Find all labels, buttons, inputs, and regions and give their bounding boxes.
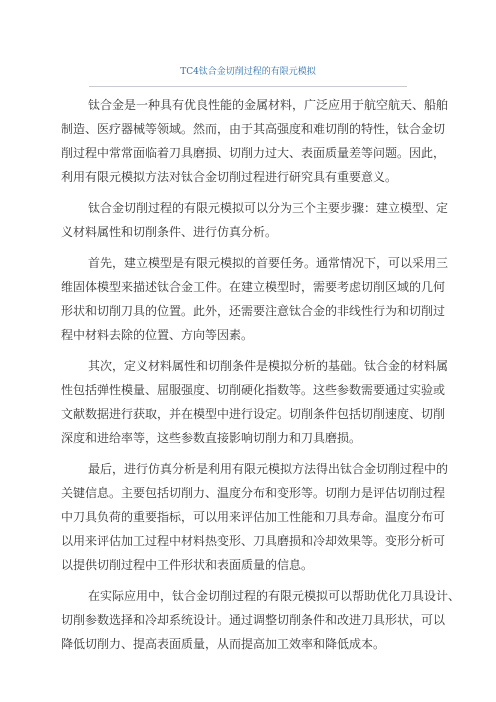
paragraph-line: 义材料属性和切削条件、进行仿真分析。 xyxy=(61,225,278,239)
paragraph-line: 维固体模型来描述钛合金工件。在建立模型时，需要考虑切削区域的几何 xyxy=(61,280,446,294)
paragraph-line: 其次，定义材料属性和切削条件是模拟分析的基础。钛合金的材料属 xyxy=(88,359,449,373)
paragraph-line: 制造、医疗器械等领域。然而，由于其高强度和难切削的特性，钛合金切 xyxy=(61,122,446,136)
paragraph-line: 首先，建立模型是有限元模拟的首要任务。通常情况下，可以采用三 xyxy=(88,256,449,270)
paragraph-line: 以用来评估加工过程中材料热变形、刀具磨损和冷却效果等。变形分析可 xyxy=(61,534,446,548)
paragraph-line: 钛合金是一种具有优良性能的金属材料，广泛应用于航空航天、船舶 xyxy=(88,98,449,112)
paragraph-line: 利用有限元模拟方法对钛合金切削过程进行研究具有重要意义。 xyxy=(61,170,398,184)
paragraph-line: 削过程中常常面临着刀具磨损、切削力过大、表面质量差等问题。因此， xyxy=(61,146,446,160)
paragraph-line: 钛合金切削过程的有限元模拟可以分为三个主要步骤：建立模型、定 xyxy=(88,201,449,215)
paragraph-line: 最后，进行仿真分析是利用有限元模拟方法得出钛合金切削过程中的 xyxy=(88,462,449,476)
paragraph-line: 程中材料去除的位置、方向等因素。 xyxy=(61,328,254,342)
paragraph-line: 关键信息。主要包括切削力、温度分布和变形等。切削力是评估切削过程 xyxy=(61,486,446,500)
paragraph-line: 在实际应用中，钛合金切削过程的有限元模拟可以帮助优化刀具设计、 xyxy=(88,589,461,603)
title-underline xyxy=(89,86,407,87)
paragraph-line: 中刀具负荷的重要指标，可以用来评估加工性能和刀具寿命。温度分布可 xyxy=(61,510,446,524)
paragraph-line: 形状和切削刀具的位置。此外，还需要注意钛合金的非线性行为和切削过 xyxy=(61,304,446,318)
paragraph-line: 降低切削力、提高表面质量，从而提高加工效率和降低成本。 xyxy=(61,637,386,651)
paragraph-line: 文献数据进行获取，并在模型中进行设定。切削条件包括切削速度、切削 xyxy=(61,407,446,421)
paragraph-line: 以提供切削过程中工件形状和表面质量的信息。 xyxy=(61,558,314,572)
paragraph-line: 性包括弹性模量、屈服强度、切削硬化指数等。这些参数需要通过实验或 xyxy=(61,383,446,397)
document-title: TC4钛合金切削过程的有限元模拟 xyxy=(180,67,316,77)
paragraph-line: 深度和进给率等，这些参数直接影响切削力和刀具磨损。 xyxy=(61,431,362,445)
paragraph-line: 切削参数选择和冷却系统设计。通过调整切削条件和改进刀具形状，可以 xyxy=(61,613,446,627)
